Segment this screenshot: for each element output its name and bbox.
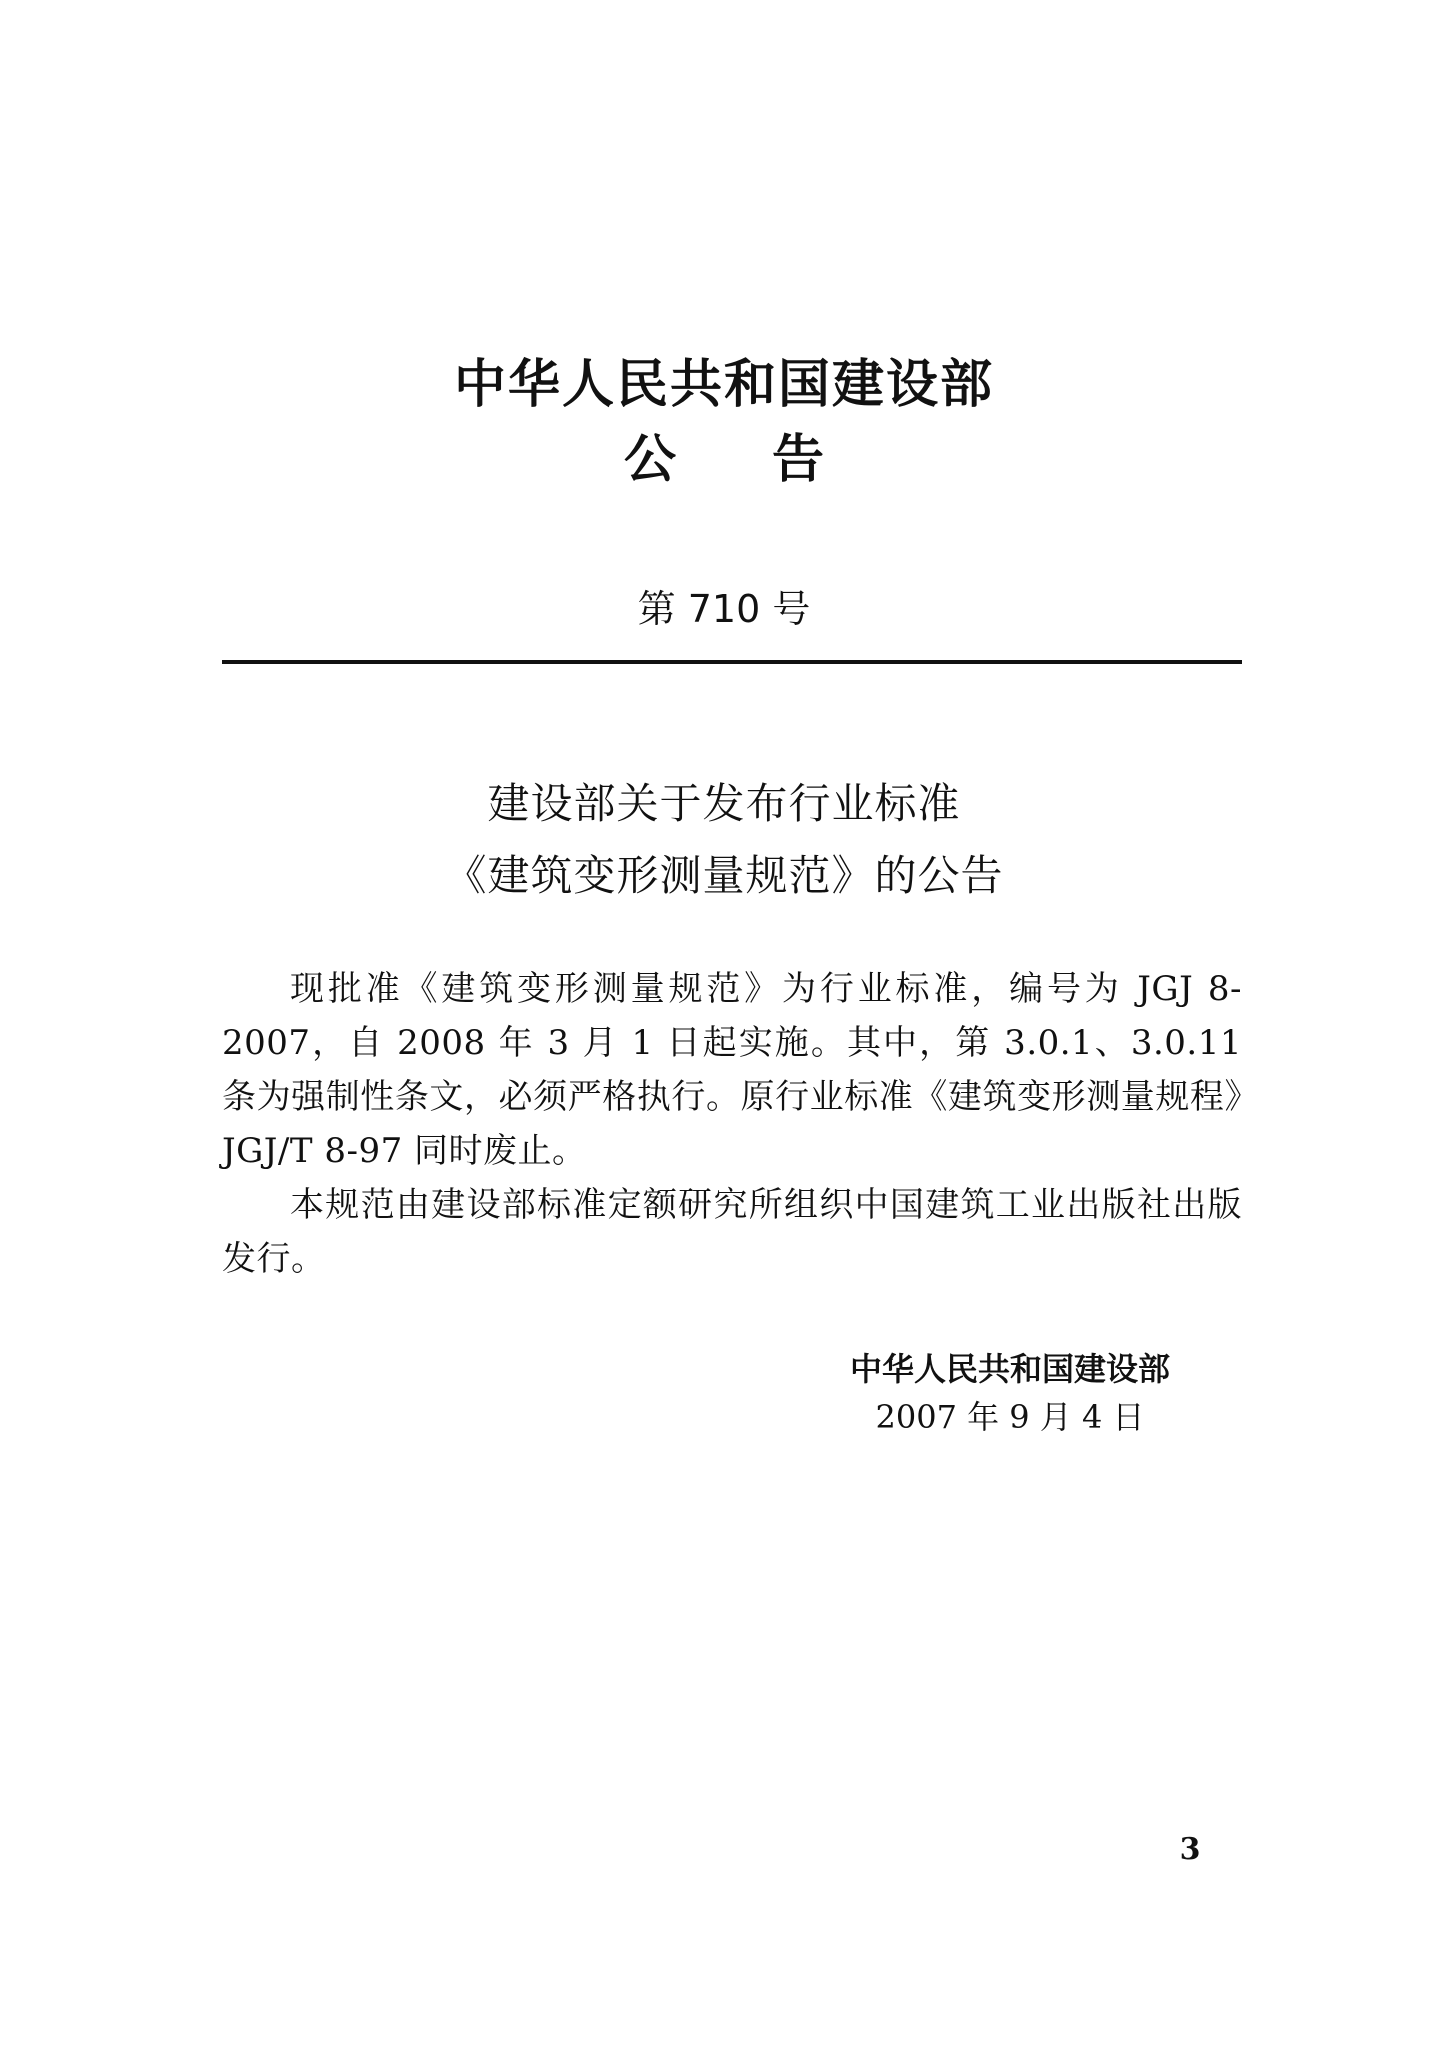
notice-heading: 公告 bbox=[623, 430, 920, 490]
subject-line-1: 建设部关于发布行业标准 bbox=[487, 779, 961, 828]
notice-subject bbox=[0, 768, 1448, 912]
body-paragraph-1: 现批准《建筑变形测量规范》为行业标准，编号为 JGJ 8-2007，自 2008 年 3 月 1 日起实施。其中，第 3.0.1、3.0.11 条为强制性条文，必须严格执行。原行业标准《建筑变形测量规程》JGJ/T 8-97 同时废止。 bbox=[222, 969, 1242, 1171]
page-number: 3 bbox=[1179, 1832, 1201, 1867]
header-divider bbox=[222, 660, 1242, 664]
body-paragraph-2: 本规范由建设部标准定额研究所组织中国建筑工业出版社出版发行。 bbox=[222, 1185, 1242, 1279]
signature-block bbox=[790, 1345, 1230, 1441]
signature-organization: 中华人民共和国建设部 bbox=[849, 1350, 1170, 1388]
issuing-authority-title: 中华人民共和国建设部 bbox=[453, 355, 994, 415]
subject-line-2: 《建筑变形测量规范》的公告 bbox=[444, 851, 1004, 900]
signature-date: 2007 年 9 月 4 日 bbox=[875, 1398, 1145, 1436]
notice-body bbox=[222, 962, 1242, 1286]
notice-number: 第 710 号 bbox=[637, 587, 811, 631]
